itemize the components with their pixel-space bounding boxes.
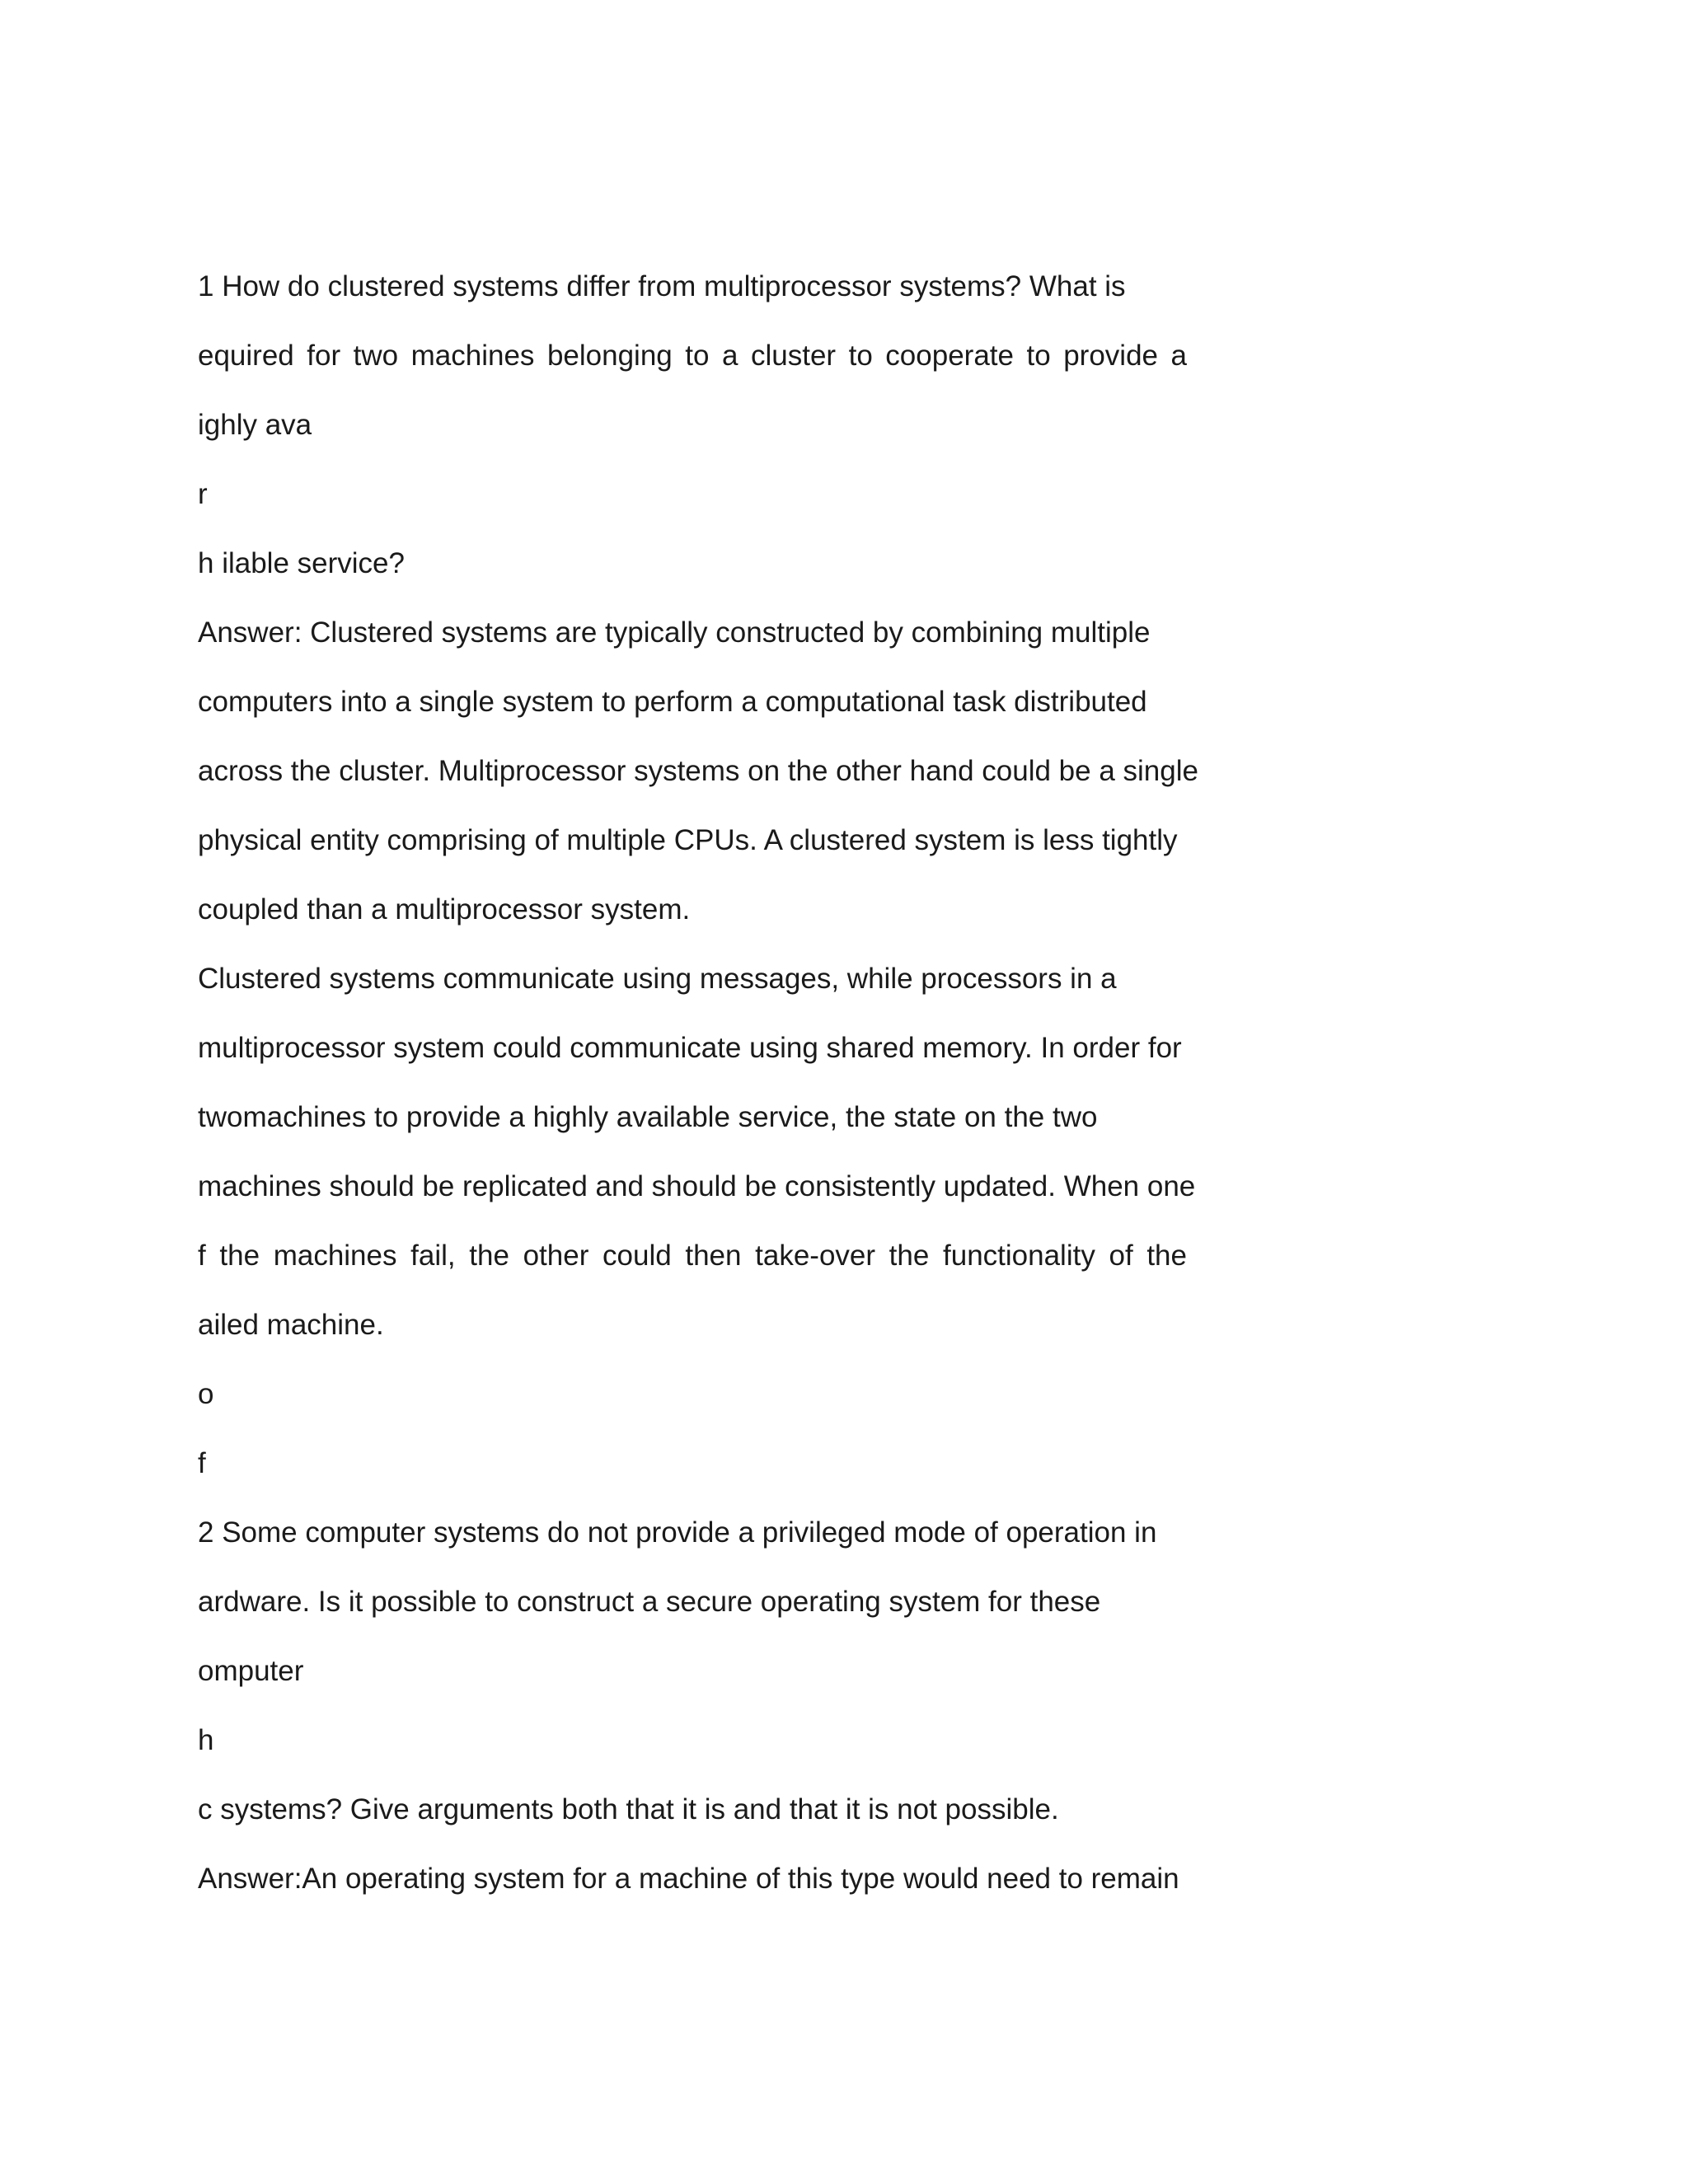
text-line-24: Answer:An operating system for a machine of this type would need to remain: [198, 1863, 1179, 1895]
text-line-7: computers into a single system to perform a computational task distributed: [198, 686, 1147, 718]
text-line-12: multiprocessor system could communicate using shared memory. In order for: [198, 1032, 1182, 1064]
text-line-3: ighly ava: [198, 409, 312, 441]
text-line-13: twomachines to provide a highly available service, the state on the two: [198, 1101, 1098, 1133]
text-line-22: h: [198, 1724, 214, 1756]
text-line-21: omputer: [198, 1655, 304, 1687]
text-line-14: machines should be replicated and should be consistently updated. When one: [198, 1170, 1196, 1202]
text-line-4: r: [198, 478, 208, 510]
text-line-18: f: [198, 1447, 206, 1479]
text-line-2: equired for two machines belonging to a cluster to cooperate to provide a: [198, 340, 1187, 372]
text-line-8: across the cluster. Multiprocessor systems on the other hand could be a single: [198, 755, 1198, 787]
text-line-20: ardware. Is it possible to construct a secure operating system for these: [198, 1586, 1101, 1618]
text-line-6: Answer: Clustered systems are typically constructed by combining multiple: [198, 616, 1151, 649]
text-line-10: coupled than a multiprocessor system.: [198, 893, 691, 926]
text-line-9: physical entity comprising of multiple CPUs. A clustered system is less tightly: [198, 824, 1178, 856]
text-line-11: Clustered systems communicate using messages, while processors in a: [198, 963, 1117, 995]
text-line-16: ailed machine.: [198, 1309, 384, 1341]
text-line-1: 1 How do clustered systems differ from multiprocessor systems? What is: [198, 270, 1126, 302]
text-line-23: c systems? Give arguments both that it is and that it is not possible.: [198, 1793, 1059, 1825]
text-line-19: 2 Some computer systems do not provide a privileged mode of operation in: [198, 1516, 1157, 1549]
text-line-17: o: [198, 1378, 214, 1410]
text-line-15: f the machines fail, the other could then take-over the functionality of the: [198, 1240, 1187, 1272]
text-line-5: h ilable service?: [198, 547, 405, 579]
